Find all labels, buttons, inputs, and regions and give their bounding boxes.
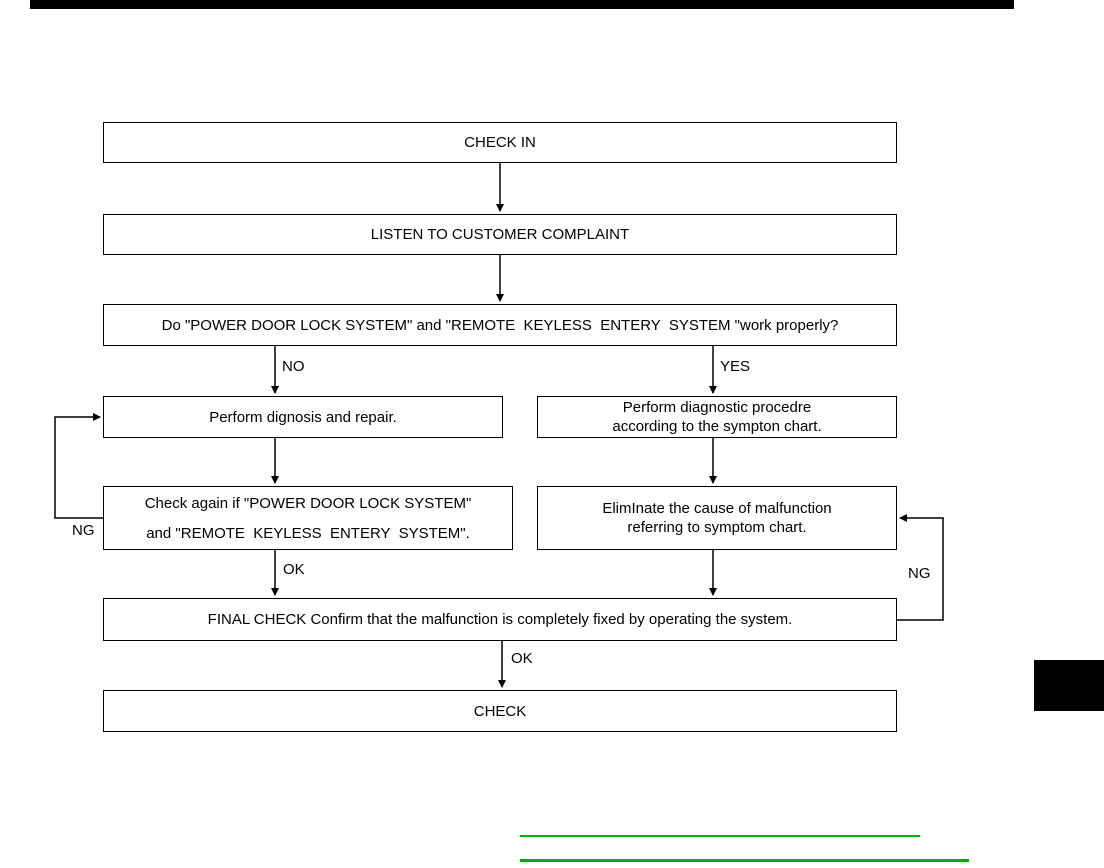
branch-label-ng-right: NG (908, 565, 931, 582)
flow-box-line: according to the sympton chart. (612, 418, 822, 435)
flow-box-check-again (103, 486, 513, 550)
flow-box-line: and "REMOTE KEYLESS ENTERY SYSTEM". (146, 524, 470, 542)
flow-box-label: CHECK (473, 702, 527, 720)
flow-box-label: Do "POWER DOOR LOCK SYSTEM" and "REMOTE KEYLESS ENTERY SYSTEM "work properly? (161, 316, 839, 334)
flow-box-listen-complaint (103, 214, 897, 255)
branch-label-ok-left: OK (283, 561, 305, 578)
ng-loop-left (55, 417, 103, 518)
flow-box-label: Perform dignosis and repair. (209, 408, 397, 426)
flow-box-eliminate-malfunction (537, 486, 897, 550)
flow-box-line: Perform diagnostic procedre (622, 399, 812, 416)
flow-box-line: ElimInate the cause of malfunction (602, 500, 832, 517)
flow-box-line: referring to symptom chart. (627, 519, 807, 536)
flow-box-diagnostic-procedure (537, 396, 897, 438)
flow-box-line: Check again if "POWER DOOR LOCK SYSTEM" (144, 494, 472, 512)
flow-box-perform-diagnosis (103, 396, 503, 438)
flow-box-check (103, 690, 897, 732)
branch-label-ok-center: OK (511, 650, 533, 667)
branch-label-yes: YES (720, 358, 751, 375)
section-tab-marker (1034, 660, 1104, 711)
branch-label-ng-left: NG (72, 522, 95, 539)
branch-label-no: NO (282, 358, 305, 375)
flow-box-label: FINAL CHECK Confirm that the malfunction is completely fixed by operating the system. (207, 611, 793, 628)
flow-box-check-in (103, 122, 897, 163)
green-rule-top (520, 835, 920, 837)
flow-box-label: CHECK IN (464, 134, 536, 151)
flow-box-final-check (103, 598, 897, 641)
flow-box-question-work-properly (103, 304, 897, 346)
flow-box-label: LISTEN TO CUSTOMER COMPLAINT (370, 226, 630, 243)
green-rule-bottom (520, 859, 969, 862)
